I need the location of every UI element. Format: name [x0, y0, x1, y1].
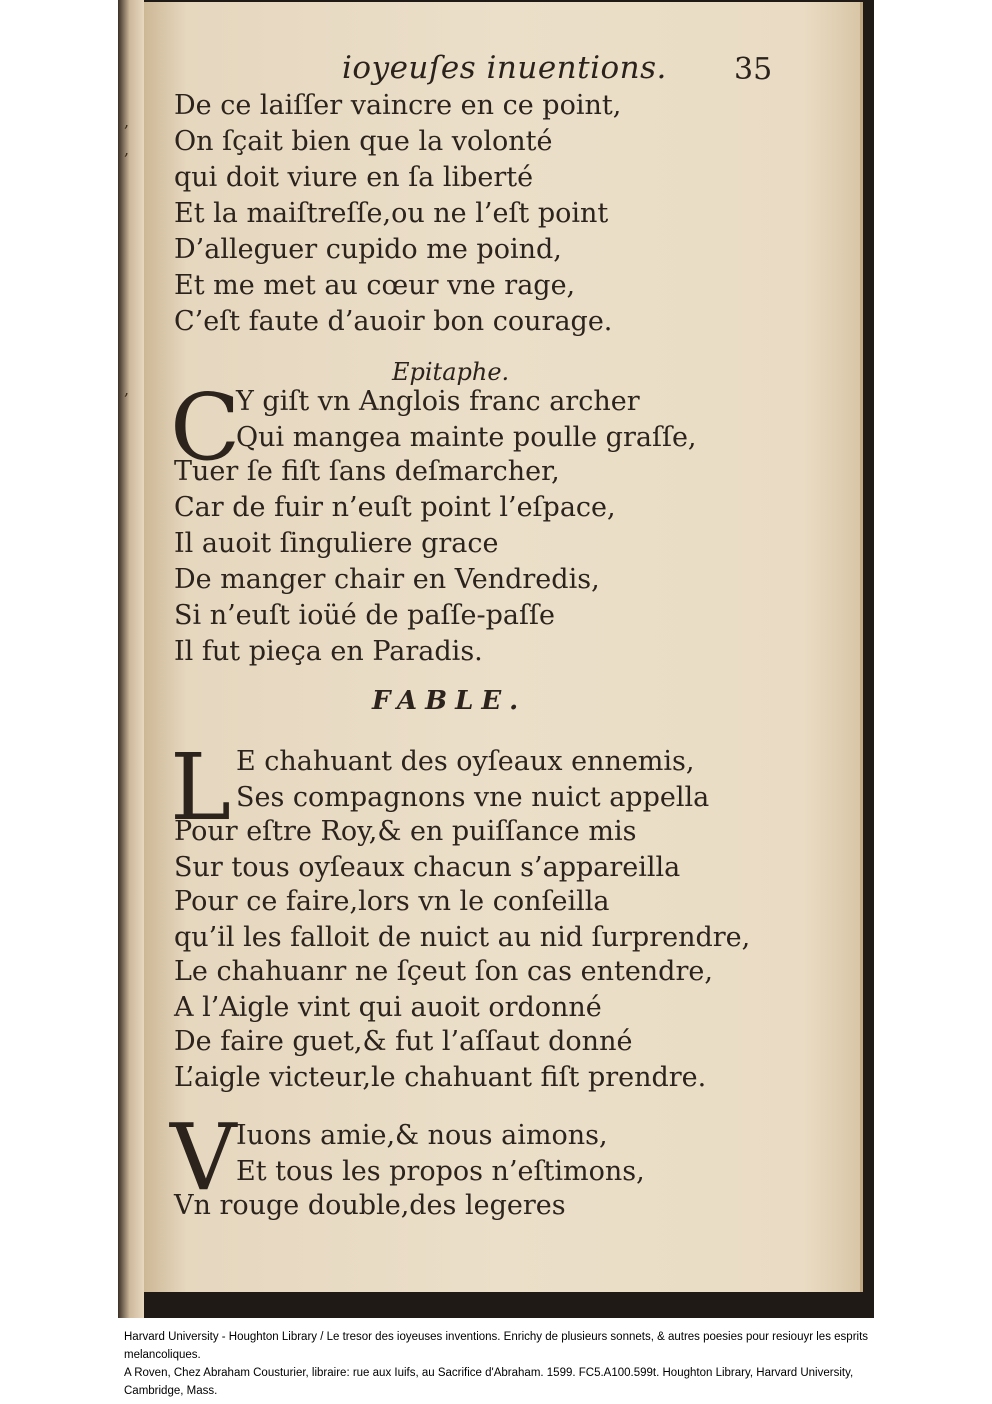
scanned-page-image	[118, 0, 874, 1318]
caption-line-2: A Roven, Chez Abraham Cousturier, libraire: rue aux Iuifs, au Sacrifice d'Abraham. 1599. FC5.A100.599t. Houghton Library, Harvard University, Cambridge, Mass.	[124, 1367, 854, 1397]
verse-line: De faire guet,& fut l’aſſaut donné	[174, 1026, 633, 1057]
verse-line: C’eſt faute d’auoir bon courage.	[174, 306, 613, 337]
verse-line: Si n’euſt ioüé de paſſe-paſſe	[174, 600, 555, 631]
verse-line: Le chahuanr ne ſçeut ſon cas entendre,	[174, 956, 713, 987]
running-head: ioyeuſes inuentions.	[342, 50, 667, 86]
verse-line: qui doit viure en ſa liberté	[174, 162, 534, 193]
verse-line: De ce laiſſer vaincre en ce point,	[174, 90, 622, 121]
folio-number: 35	[734, 52, 773, 87]
verse-line: Et me met au cœur vne rage,	[174, 270, 576, 301]
verse-line: Pour eſtre Roy,& en puiſſance mis	[174, 816, 637, 847]
spine-mark: ,	[124, 380, 130, 399]
verse-line: E chahuant des oyſeaux ennemis,	[236, 746, 695, 777]
spine-mark: ,	[124, 112, 130, 131]
verse-line: Et la maiſtreſſe,ou ne l’eſt point	[174, 198, 609, 229]
verse-line: Car de fuir n’euſt point l’eſpace,	[174, 492, 616, 523]
verse-line: Ses compagnons vne nuict appella	[236, 782, 710, 813]
verse-line: Qui mangea mainte poulle graſſe,	[236, 422, 697, 453]
verse-line: Il auoit ſinguliere grace	[174, 528, 499, 559]
library-caption	[124, 1328, 874, 1400]
verse-line: Pour ce faire,lors vn le conſeilla	[174, 886, 610, 917]
verse-line: De manger chair en Vendredis,	[174, 564, 600, 595]
drop-cap: V	[170, 1104, 237, 1211]
verse-line: Et tous les propos n’eſtimons,	[236, 1156, 645, 1187]
drop-cap: L	[170, 734, 232, 841]
spine-mark: ,	[124, 140, 130, 159]
facing-page-edge	[118, 0, 144, 1318]
verse-line: qu’il les falloit de nuict au nid ſurprendre,	[174, 922, 751, 953]
verse-line: D’alleguer cupido me poind,	[174, 234, 562, 265]
verse-line: Vn rouge double,des legeres	[174, 1190, 566, 1221]
verse-line: L’aigle victeur,le chahuant fiſt prendre.	[174, 1062, 707, 1093]
epitaphe-heading: Epitaphe.	[392, 358, 510, 386]
verse-line: A l’Aigle vint qui auoit ordonné	[174, 992, 602, 1023]
verse-line: Iuons amie,& nous aimons,	[236, 1120, 608, 1151]
fable-heading: FABLE.	[372, 686, 527, 716]
drop-cap: C	[170, 374, 241, 481]
book-page	[144, 2, 863, 1292]
verse-line: Il fut pieça en Paradis.	[174, 636, 483, 667]
verse-line: On ſçait bien que la volonté	[174, 126, 553, 157]
verse-line: Y giſt vn Anglois franc archer	[236, 386, 640, 417]
verse-line: Tuer ſe fiſt ſans deſmarcher,	[174, 456, 560, 487]
verse-line: Sur tous oyſeaux chacun s’appareilla	[174, 852, 681, 883]
caption-line-1: Harvard University - Houghton Library / Le tresor des ioyeuses inventions. Enrichy de plusieurs sonnets, & autres poesies pour resiouyr les esprits melancoliques.	[124, 1331, 869, 1361]
